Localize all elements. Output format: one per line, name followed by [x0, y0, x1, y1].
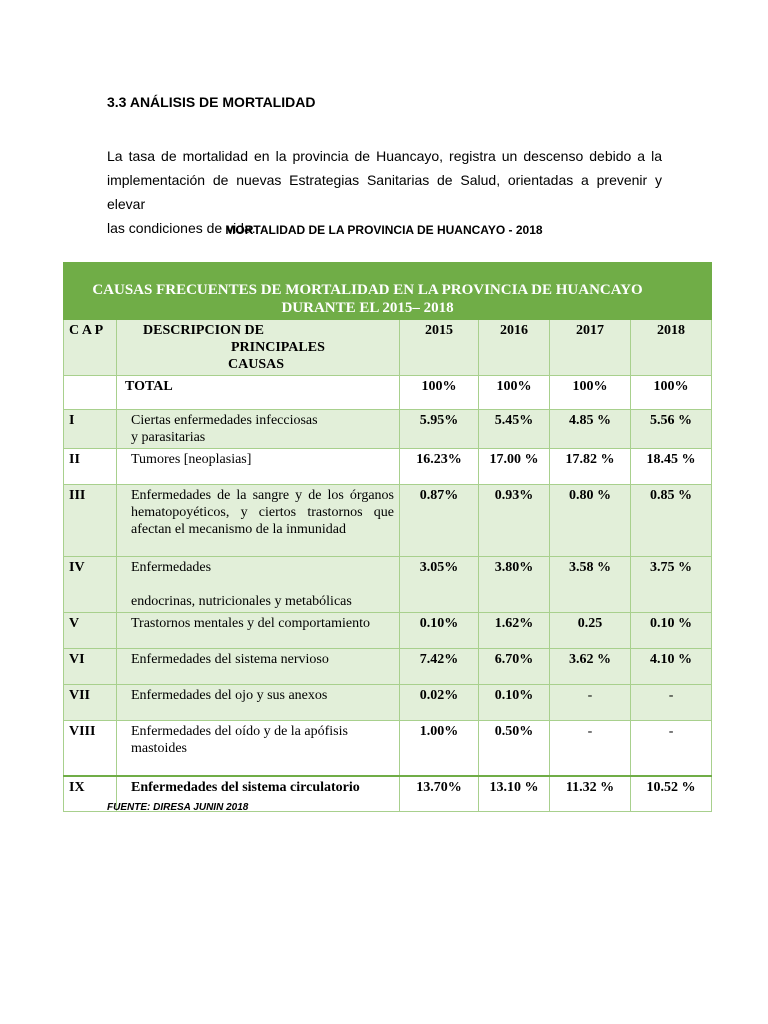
total-row: [64, 376, 712, 410]
header-year-2017: 2017: [550, 320, 631, 376]
value-2018: -: [631, 685, 712, 721]
paragraph-line: La tasa de mortalidad en la provincia de Huancayo, registra un descenso debido a la: [107, 148, 662, 164]
cap-cell: V: [64, 613, 117, 649]
cap-cell: VIII: [64, 721, 117, 776]
paragraph-line: las condiciones de vida.: [107, 220, 256, 236]
value-2018: 18.45 %: [631, 449, 712, 485]
value-2015: 13.70%: [400, 776, 479, 812]
value-2016: 1.62%: [479, 613, 550, 649]
value-2018: 10.52 %: [631, 776, 712, 812]
description-cell: Enfermedades de la sangre y de los órganos hematopoyéticos, y ciertos trastornos que afectan el mecanismo de la inmunidad: [117, 485, 400, 557]
cap-cell: VII: [64, 685, 117, 721]
value-2017: 17.82 %: [550, 449, 631, 485]
total-2017: 100%: [550, 376, 631, 410]
value-2017: 4.85 %: [550, 410, 631, 449]
value-2015: 5.95%: [400, 410, 479, 449]
cap-cell: I: [64, 410, 117, 449]
description-cell: Tumores [neoplasias]: [117, 449, 400, 485]
table-row: [64, 685, 712, 721]
value-2018: 3.75 %: [631, 557, 712, 613]
total-2018: 100%: [631, 376, 712, 410]
table-row: [64, 485, 712, 557]
description-cell: [117, 410, 400, 449]
table-row: [64, 557, 712, 613]
table-row: [64, 410, 712, 449]
value-2018: 0.85 %: [631, 485, 712, 557]
value-2015: 16.23%: [400, 449, 479, 485]
value-2016: 3.80%: [479, 557, 550, 613]
description-cell: Enfermedades del ojo y sus anexos: [117, 685, 400, 721]
cap-cell: III: [64, 485, 117, 557]
description-line: Enfermedades: [131, 560, 212, 575]
total-label: TOTAL: [117, 376, 400, 410]
value-2018: -: [631, 721, 712, 776]
value-2016: 5.45%: [479, 410, 550, 449]
header-row: [64, 320, 712, 376]
value-2015: 0.02%: [400, 685, 479, 721]
value-2017: 3.58 %: [550, 557, 631, 613]
value-2016: 0.10%: [479, 685, 550, 721]
header-year-2016: 2016: [479, 320, 550, 376]
mortality-table: [63, 262, 712, 812]
cap-cell: IV: [64, 557, 117, 613]
table-row: [64, 721, 712, 776]
value-2017: 11.32 %: [550, 776, 631, 812]
description-line: endocrinas, nutricionales y metabólicas: [131, 594, 352, 609]
section-heading: 3.3 ANÁLISIS DE MORTALIDAD: [107, 94, 316, 110]
description-line: Ciertas enfermedades infecciosas: [131, 413, 318, 428]
header-description-line: CAUSAS: [228, 357, 285, 372]
description-cell: Trastornos mentales y del comportamiento: [117, 613, 400, 649]
header-description-line: PRINCIPALES: [231, 340, 325, 355]
value-2017: 3.62 %: [550, 649, 631, 685]
value-2017: 0.80 %: [550, 485, 631, 557]
description-cell: Enfermedades del sistema circulatorio: [117, 776, 400, 812]
cap-cell: II: [64, 449, 117, 485]
value-2017: 0.25: [550, 613, 631, 649]
header-cap: C A P: [64, 320, 117, 376]
table-row: [64, 649, 712, 685]
value-2018: 0.10 %: [631, 613, 712, 649]
description-cell: Enfermedades del oído y de la apófisis mastoides: [117, 721, 400, 776]
value-2018: 5.56 %: [631, 410, 712, 449]
paragraph-line: implementación de nuevas Estrategias Sanitarias de Salud, orientadas a prevenir y elevar: [107, 172, 662, 212]
header-year-2015: 2015: [400, 320, 479, 376]
value-2016: 17.00 %: [479, 449, 550, 485]
table-caption: CAUSAS FRECUENTES DE MORTALIDAD EN LA PROVINCIA DE HUANCAYO DURANTE EL 2015– 2018: [64, 263, 712, 320]
source-note: FUENTE: DIRESA JUNIN 2018: [107, 802, 249, 813]
table-row: [64, 449, 712, 485]
header-year-2018: 2018: [631, 320, 712, 376]
description-cell: Enfermedades del sistema nervioso: [117, 649, 400, 685]
value-2015: 7.42%: [400, 649, 479, 685]
value-2016: 0.50%: [479, 721, 550, 776]
header-description-line: DESCRIPCION DE: [143, 323, 264, 338]
value-2015: 1.00%: [400, 721, 479, 776]
description-line: y parasitarias: [131, 430, 206, 445]
total-2015: 100%: [400, 376, 479, 410]
value-2016: 13.10 %: [479, 776, 550, 812]
table-title: MORTALIDAD DE LA PROVINCIA DE HUANCAYO - 2018: [225, 223, 543, 237]
value-2015: 0.10%: [400, 613, 479, 649]
value-2015: 3.05%: [400, 557, 479, 613]
value-2015: 0.87%: [400, 485, 479, 557]
description-cell: [117, 557, 400, 613]
table-row: [64, 613, 712, 649]
value-2016: 0.93%: [479, 485, 550, 557]
total-cap: [64, 376, 117, 410]
value-2016: 6.70%: [479, 649, 550, 685]
value-2017: -: [550, 721, 631, 776]
header-description: [117, 320, 400, 376]
cap-cell: VI: [64, 649, 117, 685]
value-2017: -: [550, 685, 631, 721]
total-2016: 100%: [479, 376, 550, 410]
cap-cell: IX: [64, 776, 117, 812]
value-2018: 4.10 %: [631, 649, 712, 685]
